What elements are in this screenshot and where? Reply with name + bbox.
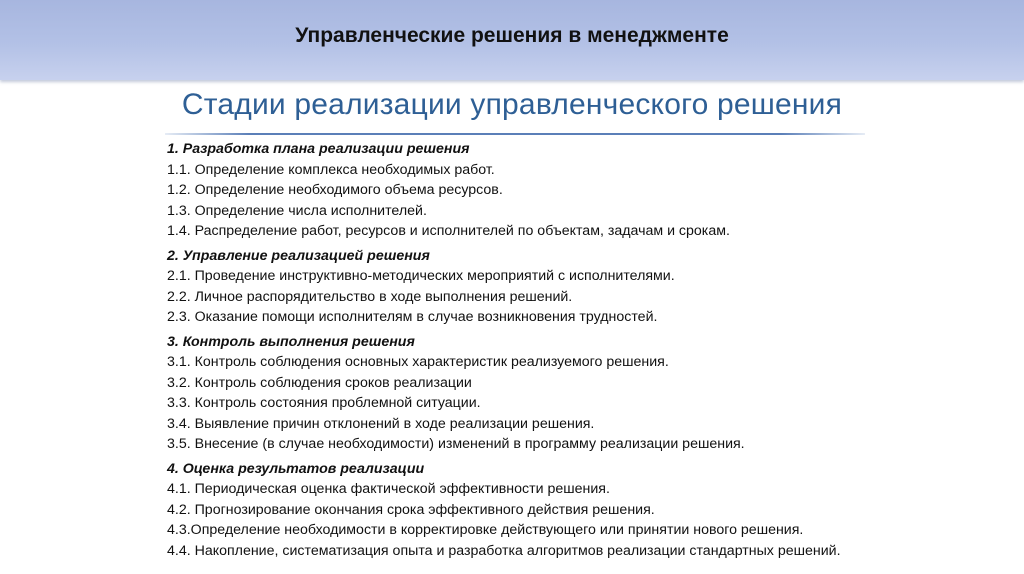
list-item: 4.3.Определение необходимости в корректировке действующего или принятии нового решения. bbox=[167, 522, 804, 538]
list-item: 3.4. Выявление причин отклонений в ходе реализации решения. bbox=[167, 415, 595, 432]
section-3 bbox=[167, 332, 987, 455]
stages-list bbox=[167, 139, 987, 561]
section-1 bbox=[167, 139, 987, 242]
list-item: 1.1. Определение комплекса необходимых работ. bbox=[167, 161, 495, 178]
list-item: 1.2. Определение необходимого объема ресурсов. bbox=[167, 182, 503, 198]
section-heading: 3. Контроль выполнения решения bbox=[167, 333, 415, 350]
section-heading: 1. Разработка плана реализации решения bbox=[167, 141, 470, 157]
section-heading: 2. Управление реализацией решения bbox=[167, 247, 430, 264]
list-item: 4.1. Периодическая оценка фактической эффективности решения. bbox=[167, 481, 610, 497]
list-item: 2.1. Проведение инструктивно-методических мероприятий с исполнителями. bbox=[167, 268, 675, 284]
section-heading: 4. Оценка результатов реализации bbox=[167, 460, 425, 477]
list-item: 2.2. Личное распорядительство в ходе выполнения решений. bbox=[167, 288, 573, 305]
list-item: 2.3. Оказание помощи исполнителям в случае возникновения трудностей. bbox=[167, 309, 658, 325]
slide-title: Стадии реализации управленческого решения bbox=[181, 88, 843, 121]
list-item: 3.1. Контроль соблюдения основных характеристик реализуемого решения. bbox=[167, 354, 669, 370]
section-4 bbox=[167, 459, 987, 562]
list-item: 3.5. Внесение (в случае необходимости) изменений в программу реализации решения. bbox=[167, 436, 745, 452]
title-underline bbox=[165, 133, 865, 135]
list-item: 1.4. Распределение работ, ресурсов и исполнителей по объектам, задачам и срокам. bbox=[167, 223, 730, 239]
list-item: 3.2. Контроль соблюдения сроков реализации bbox=[167, 374, 472, 391]
list-item: 4.2. Прогнозирование окончания срока эффективного действия решения. bbox=[167, 501, 655, 518]
header-title: Управленческие решения в менеджменте bbox=[295, 24, 729, 47]
list-item: 3.3. Контроль состояния проблемной ситуации. bbox=[167, 395, 481, 411]
list-item: 4.4. Накопление, систематизация опыта и разработка алгоритмов реализации стандартных решений. bbox=[167, 542, 841, 559]
list-item: 1.3. Определение числа исполнителей. bbox=[167, 202, 427, 219]
section-2 bbox=[167, 246, 987, 328]
